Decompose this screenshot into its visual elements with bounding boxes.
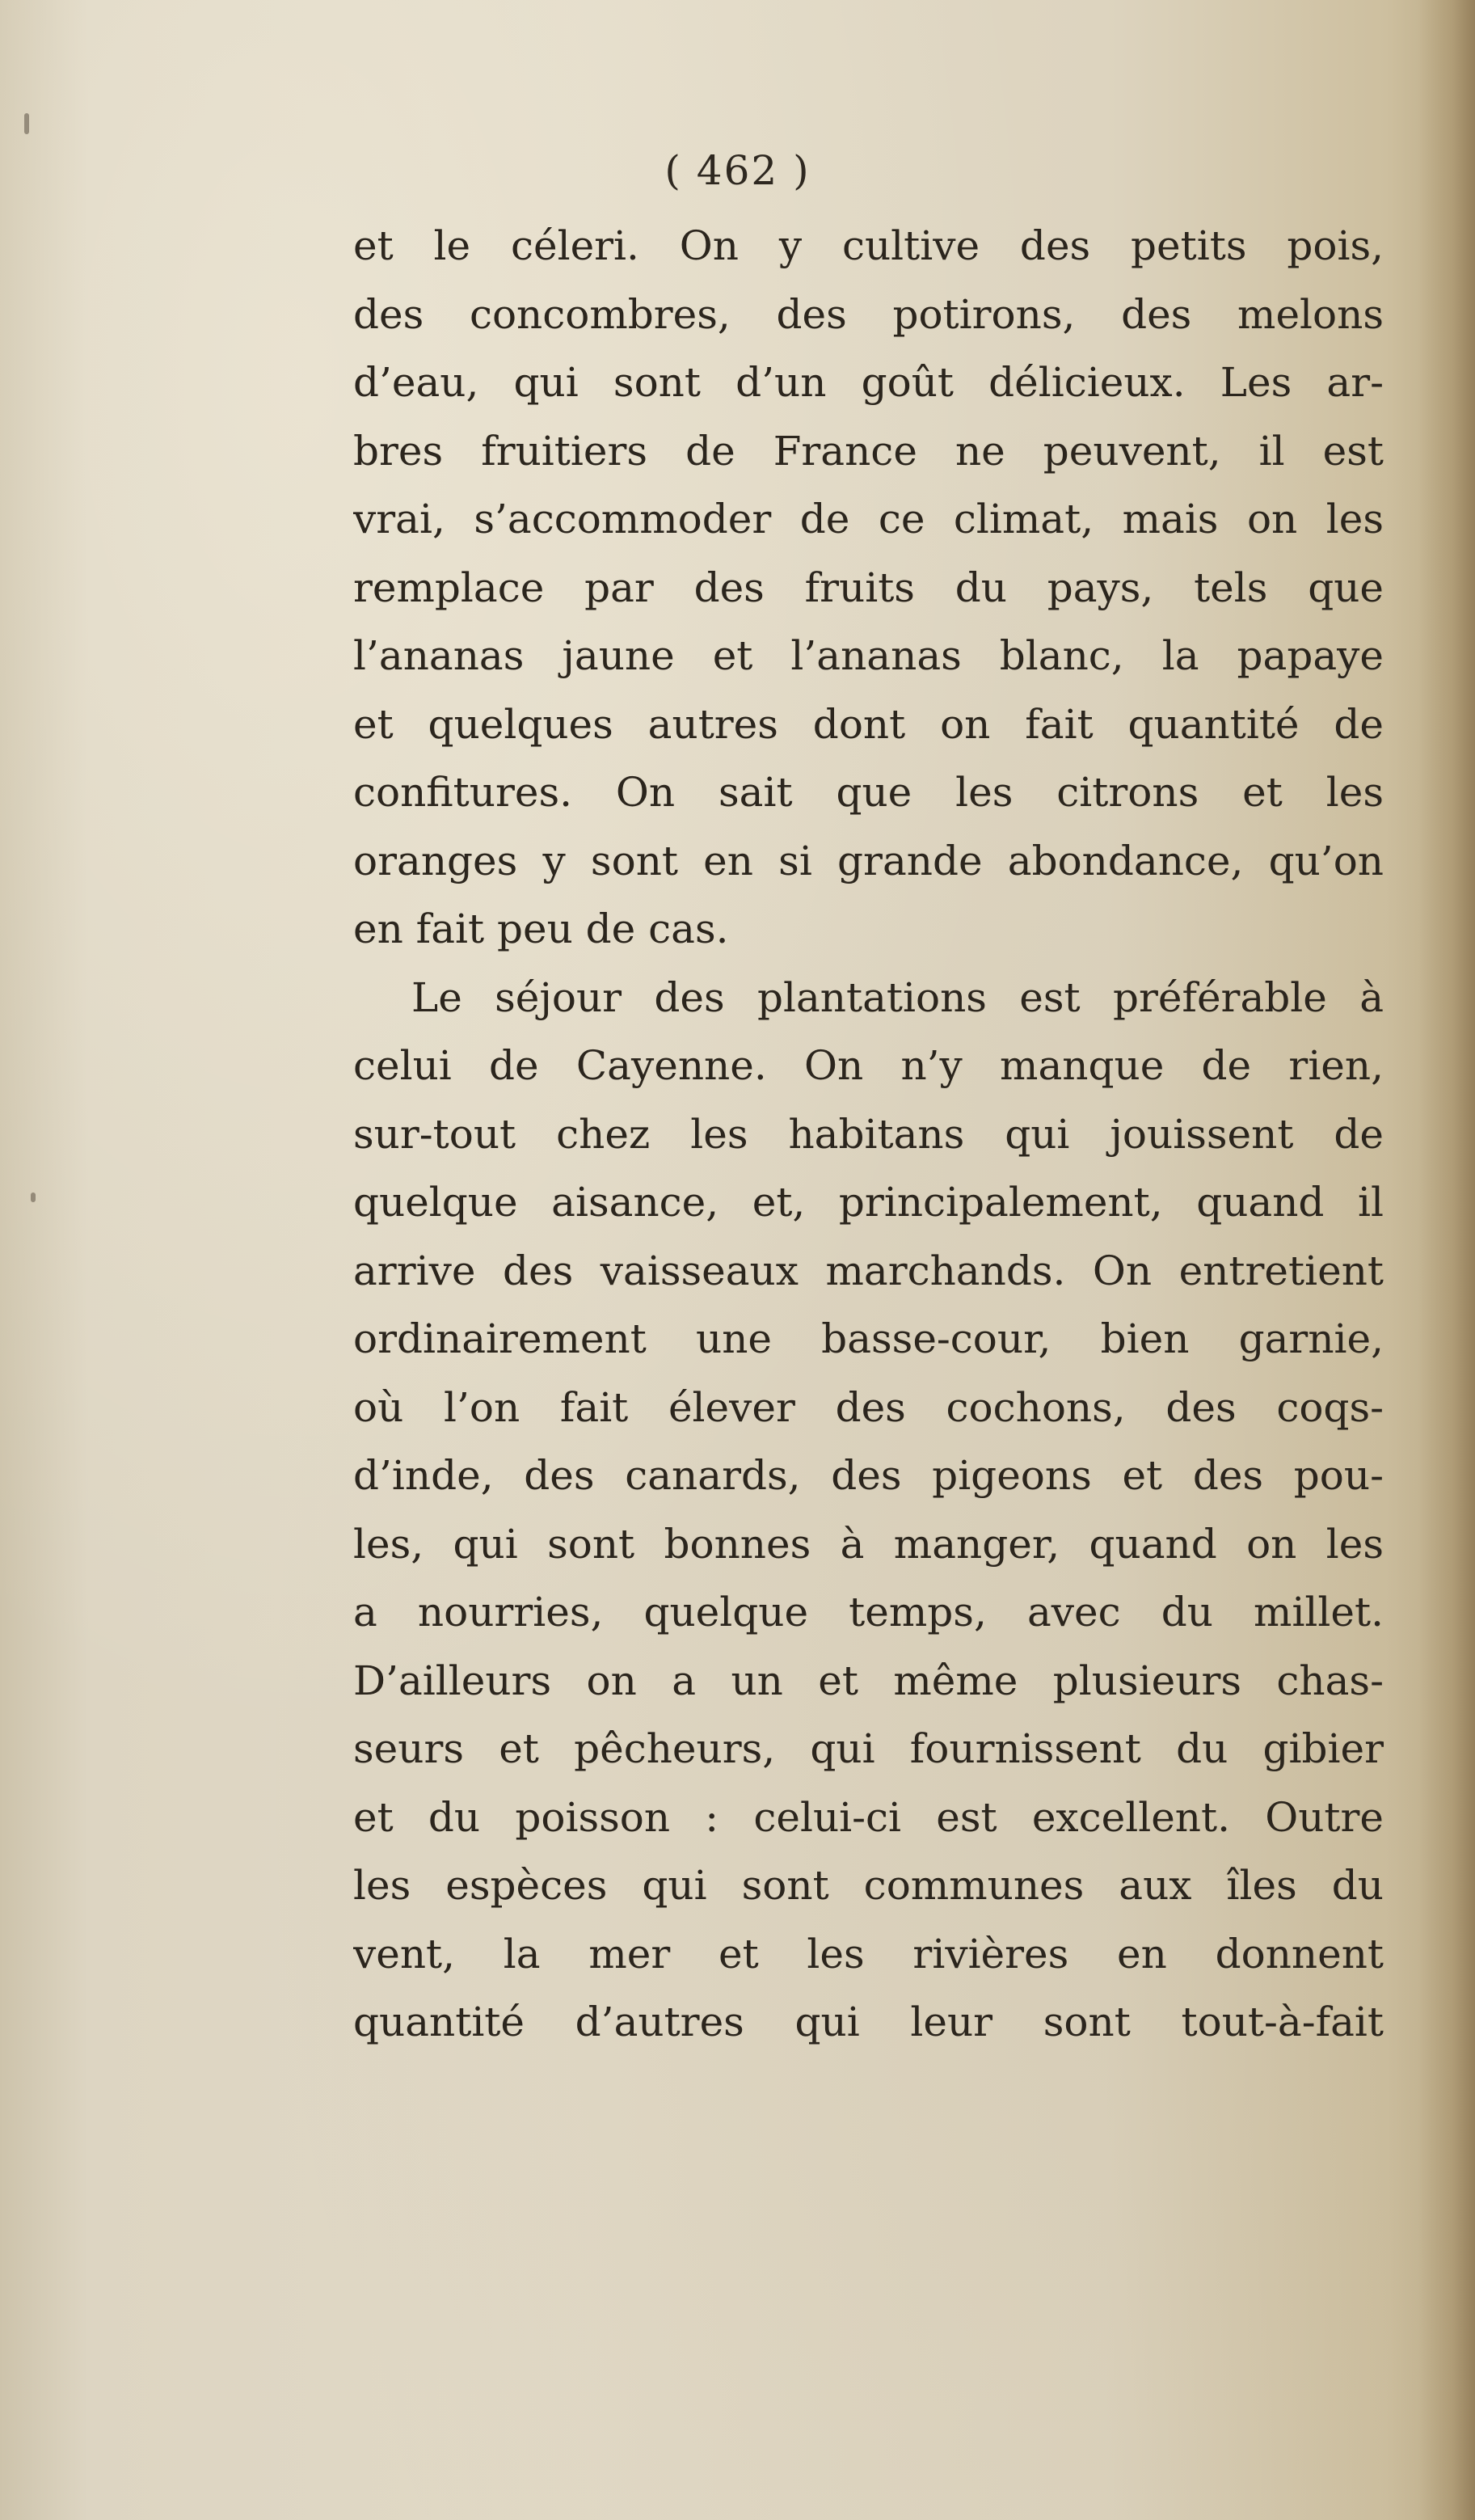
text-line: remplace par des fruits du pays, tels que <box>353 564 1384 611</box>
text-line: Le séjour des plantations est préférable à <box>411 973 1384 1021</box>
text-line: les espèces qui sont communes aux îles du <box>353 1862 1384 1909</box>
text-line: vent, la mer et les rivières en donnent <box>353 1930 1384 1978</box>
text-line: vrai, s’accommoder de ce climat, mais on les <box>353 496 1384 542</box>
text-line: sur-tout chez les habitans qui jouissent de <box>353 1110 1384 1158</box>
text-line: d’eau, qui sont d’un goût délicieux. Les ar- <box>353 359 1384 406</box>
paragraph <box>353 212 1384 964</box>
page-number: ( 462 ) <box>664 147 811 194</box>
text-line: quantité d’autres qui leur sont tout-à-fait <box>353 1999 1384 2045</box>
text-line: bres fruitiers de France ne peuvent, il est <box>353 427 1384 475</box>
text-line: d’inde, des canards, des pigeons et des pou- <box>353 1452 1384 1499</box>
paragraph <box>353 964 1384 2057</box>
page-edge-shadow <box>1418 0 1475 2520</box>
text-line: quelque aisance, et, principalement, quand il <box>353 1179 1384 1226</box>
text-line: D’ailleurs on a un et même plusieurs chas- <box>353 1657 1384 1704</box>
text-line: et le céleri. On y cultive des petits pois, <box>353 222 1384 269</box>
text-line: a nourries, quelque temps, avec du millet. <box>353 1589 1384 1636</box>
text-line: en fait peu de cas. <box>353 905 729 952</box>
text-line: les, qui sont bonnes à manger, quand on les <box>353 1520 1384 1568</box>
text-line: oranges y sont en si grande abondance, qu’on <box>353 837 1384 884</box>
text-line: seurs et pêcheurs, qui fournissent du gibier <box>353 1725 1384 1772</box>
body-text <box>353 212 1384 2057</box>
text-line: et du poisson : celui-ci est excellent. Outre <box>353 1793 1384 1841</box>
text-line: celui de Cayenne. On n’y manque de rien, <box>353 1042 1384 1089</box>
ink-speck <box>24 113 29 134</box>
text-line: ordinairement une basse-cour, bien garnie, <box>353 1315 1384 1362</box>
text-line: des concombres, des potirons, des melons <box>353 290 1384 338</box>
text-line: et quelques autres dont on fait quantité de <box>353 700 1384 748</box>
ink-speck <box>31 1192 36 1202</box>
text-line: confitures. On sait que les citrons et les <box>353 769 1384 816</box>
text-line: l’ananas jaune et l’ananas blanc, la papaye <box>353 632 1384 679</box>
text-line: où l’on fait élever des cochons, des coqs- <box>353 1383 1384 1431</box>
text-line: arrive des vaisseaux marchands. On entretient <box>353 1247 1384 1294</box>
